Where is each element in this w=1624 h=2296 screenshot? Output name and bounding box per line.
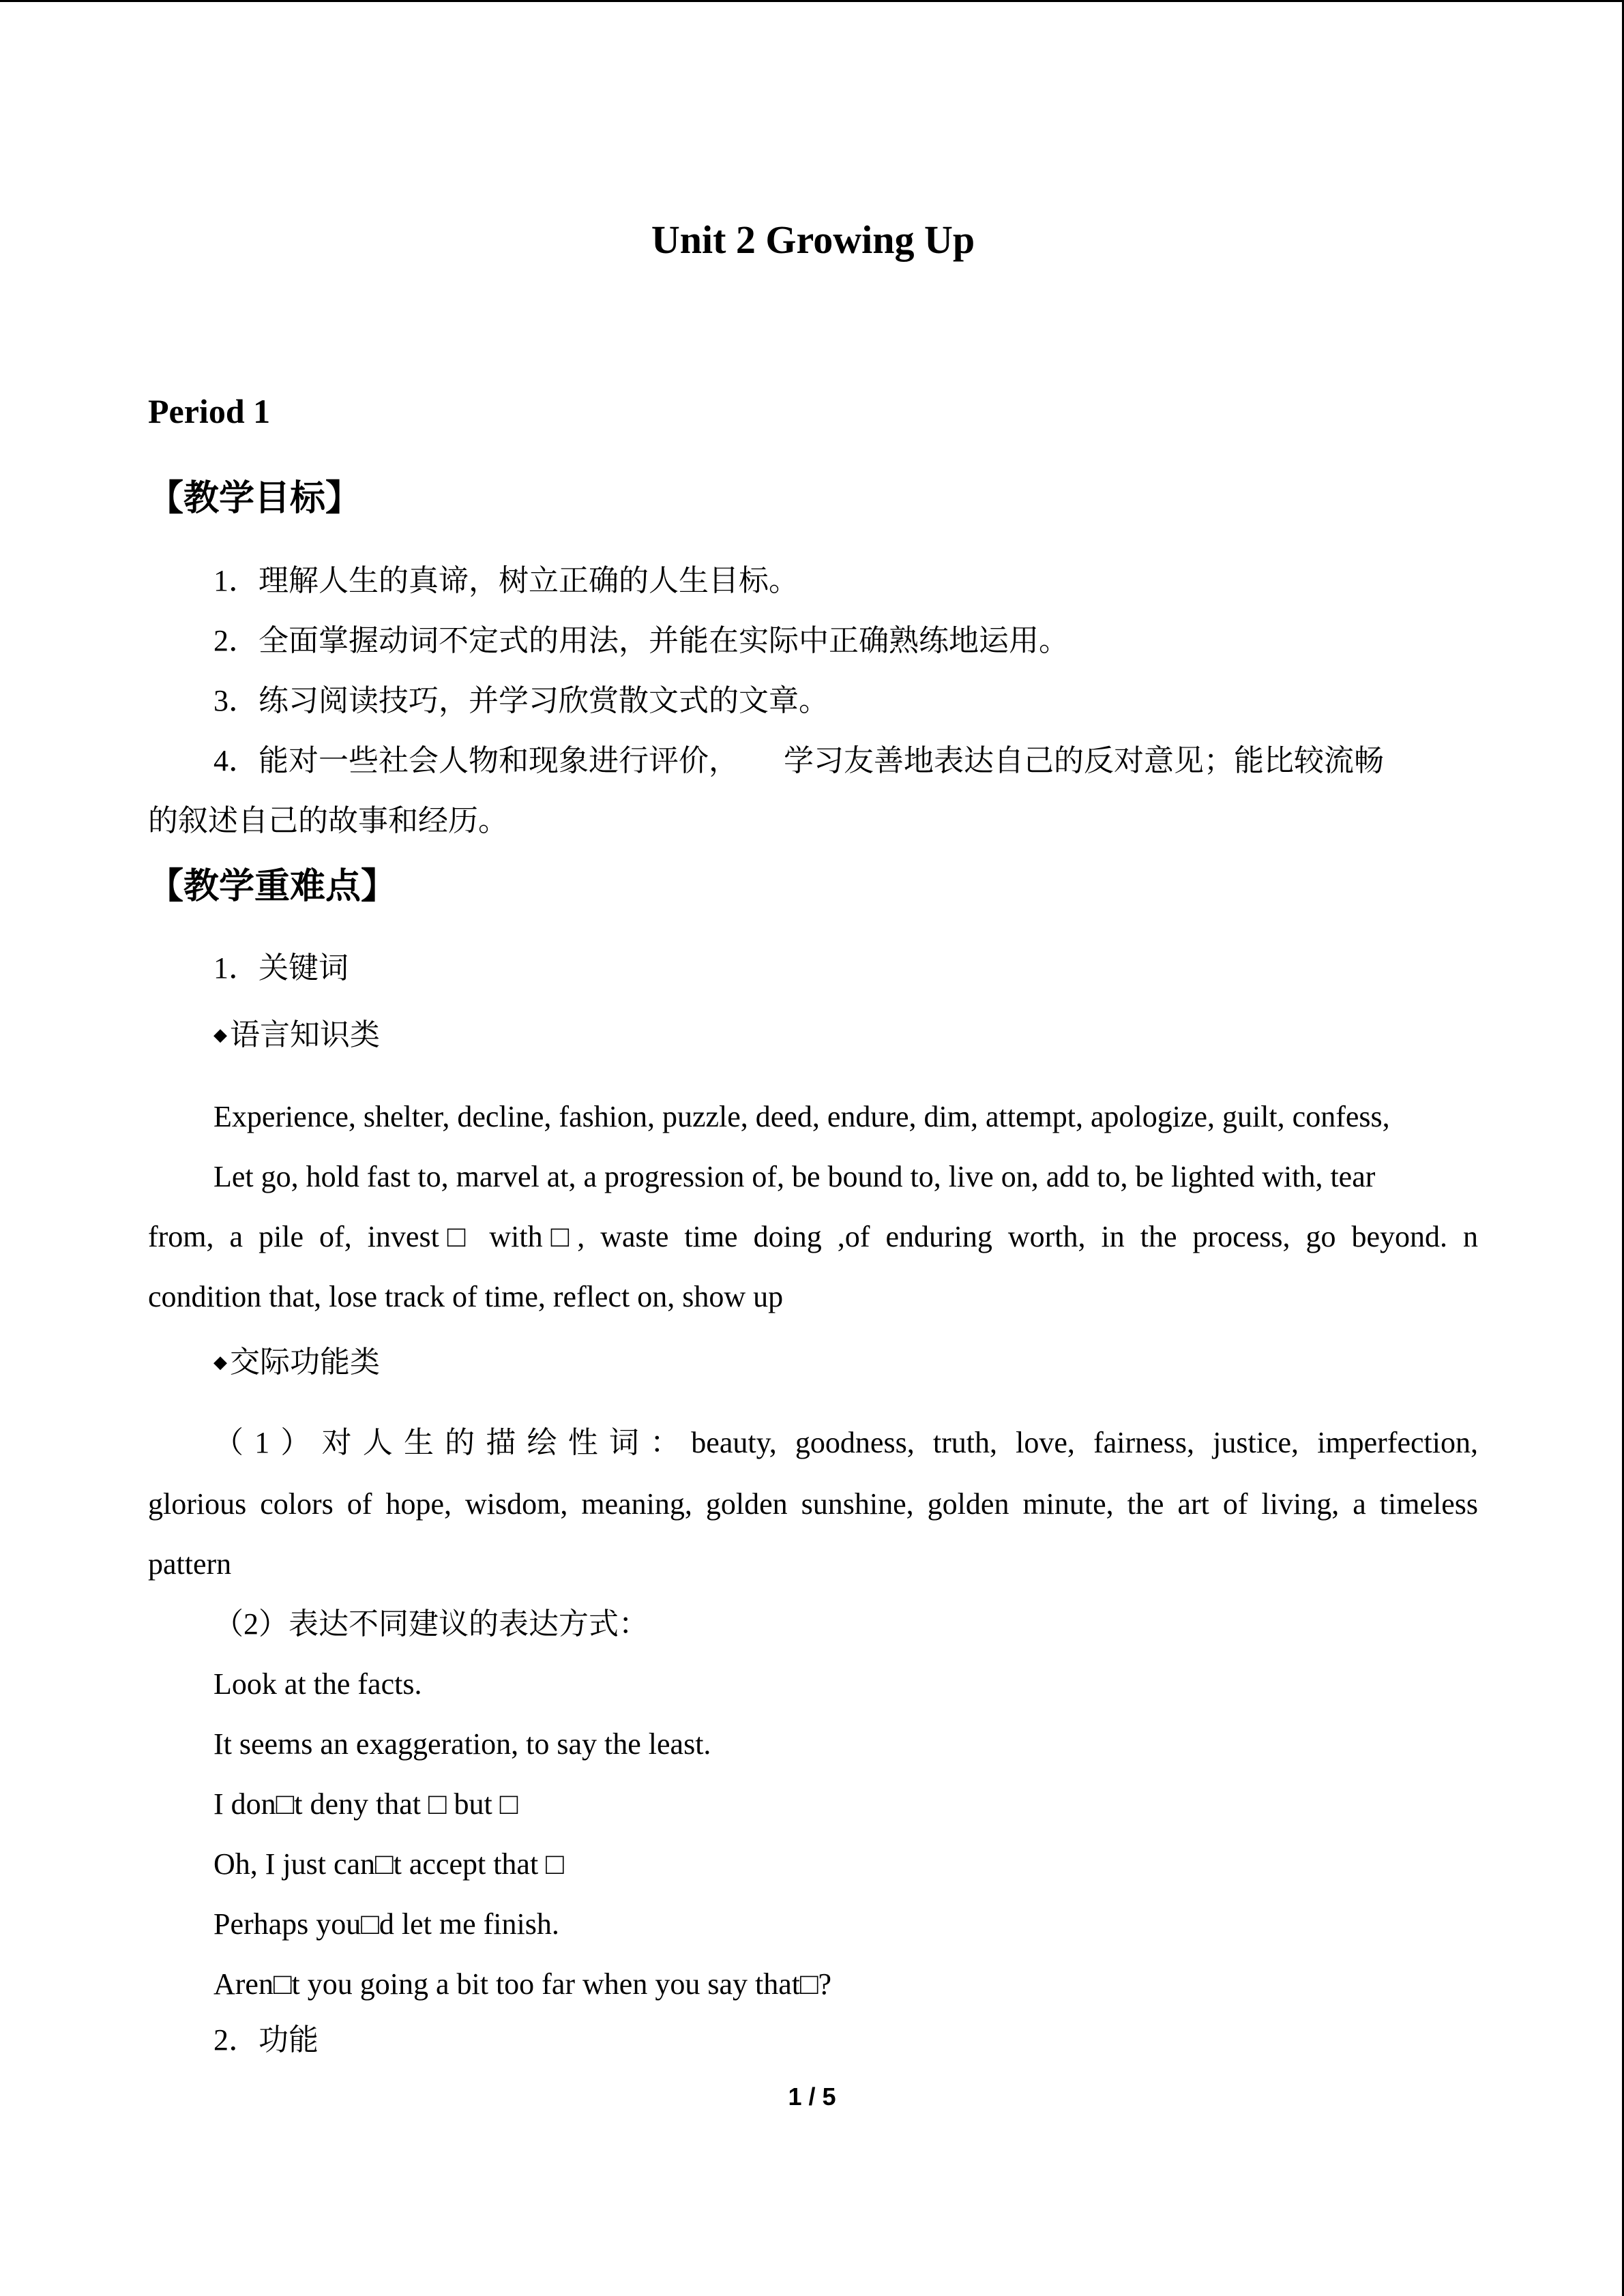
expression-item: I don□t deny that □ but □ (213, 1787, 518, 1821)
document-title: Unit 2 Growing Up (651, 218, 975, 262)
key-points-item-2: 2．功能 (213, 2023, 319, 2057)
expressions-heading: （2）表达不同建议的表达方式： (213, 1607, 649, 1641)
descriptive-words-line-2-wrap (148, 1484, 1478, 1525)
objective-item-2: 2．全面掌握动词不定式的用法，并能在实际中正确熟练地运用。 (213, 624, 1069, 657)
diamond-bullet-icon: ◆ (213, 1352, 227, 1373)
language-knowledge-label (213, 1015, 380, 1056)
phrases-line-1: Let go, hold fast to, marvel at, a progression of, be bound to, live on, add to, be lighted with, tear (213, 1160, 1376, 1193)
expression-item: Aren□t you going a bit too far when you say that□? (213, 1967, 832, 2001)
descriptive-words-line-1: （1）对人生的描绘性词：beauty, goodness, truth, love, fairness, justice, imperfection, (213, 1426, 1478, 1459)
expression-item: Look at the facts. (213, 1667, 422, 1701)
descriptive-words-line-2: glorious colors of hope, wisdom, meaning, golden sunshine, golden minute, the art of living, a timeless (148, 1487, 1478, 1521)
key-points-heading: 【教学重难点】 (148, 866, 397, 907)
diamond-bullet-icon: ◆ (213, 1025, 227, 1045)
communicative-function-label (213, 1342, 380, 1383)
objective-item-1: 1．理解人生的真谛，树立正确的人生目标。 (213, 564, 799, 597)
expression-item: It seems an exaggeration, to say the least. (213, 1727, 711, 1761)
objective-item-4-line-2: 的叙述自己的故事和经历。 (148, 804, 508, 837)
descriptive-words-line-1-wrap (213, 1422, 1478, 1463)
expression-item: Oh, I just can□t accept that □ (213, 1847, 564, 1881)
expression-item: Perhaps you□d let me finish. (213, 1907, 559, 1941)
phrases-line-2-wrap (148, 1217, 1478, 1257)
objectives-heading: 【教学目标】 (148, 478, 361, 519)
descriptive-words-line-3: pattern (148, 1547, 232, 1581)
key-points-item-1: 1．关键词 (213, 951, 349, 985)
language-knowledge-text: 语言知识类 (230, 1018, 380, 1052)
phrases-line-2: from, a pile of, invest□ with□, waste time doing ,of enduring worth, in the process, go beyond. n (148, 1220, 1478, 1253)
phrases-line-3: condition that, lose track of time, reflect on, show up (148, 1280, 784, 1313)
objective-item-4-line-1: 4．能对一些社会人物和现象进行评价， 学习友善地表达自己的反对意见；能比较流畅 (213, 744, 1384, 777)
period-heading: Period 1 (148, 392, 271, 430)
objective-item-3: 3．练习阅读技巧，并学习欣赏散文式的文章。 (213, 684, 829, 717)
vocabulary-words-line: Experience, shelter, decline, fashion, puzzle, deed, endure, dim, attempt, apologize, guilt, confess, (213, 1100, 1390, 1133)
communicative-function-text: 交际功能类 (230, 1345, 380, 1379)
page-number: 1 / 5 (788, 2083, 836, 2111)
